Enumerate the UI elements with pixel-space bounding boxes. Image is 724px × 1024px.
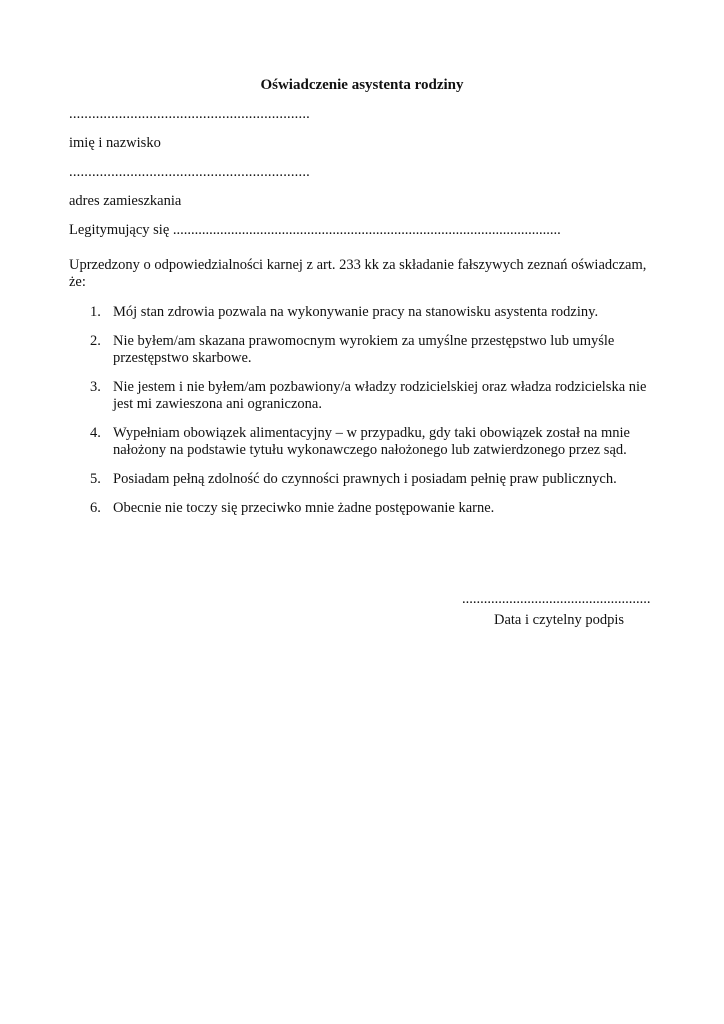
item-text: Obecnie nie toczy się przeciwko mnie żadne postępowanie karne. bbox=[113, 500, 495, 516]
address-fill-line: ............................................................... bbox=[69, 164, 310, 180]
item-text: Nie jestem i nie byłem/am pozbawiony/a władzy rodzicielskiej oraz władza rodzicielska nie jest mi zawieszona ani ograniczona. bbox=[113, 379, 647, 412]
declaration-item bbox=[69, 379, 659, 413]
item-number: 5. bbox=[90, 471, 101, 487]
declaration-item bbox=[69, 471, 659, 488]
declaration-item bbox=[69, 333, 659, 367]
declaration-intro: Uprzedzony o odpowiedzialności karnej z art. 233 kk za składanie fałszywych zeznań oświadczam, że: bbox=[69, 257, 647, 290]
item-text: Posiadam pełną zdolność do czynności prawnych i posiadam pełnię praw publicznych. bbox=[113, 471, 617, 487]
declaration-list bbox=[69, 304, 659, 529]
item-text: Nie byłem/am skazana prawomocnym wyrokiem za umyślne przestępstwo lub umyśle przestępstwo skarbowe. bbox=[113, 333, 615, 366]
item-number: 2. bbox=[90, 333, 101, 349]
signature-fill-line: .................................................... bbox=[462, 591, 651, 607]
item-text: Wypełniam obowiązek alimentacyjny – w przypadku, gdy taki obowiązek został na mnie nałożony na podstawie tytułu wykonawczego nałożonego lub zatwierdzonego przez sąd. bbox=[113, 425, 630, 458]
id-document-line: Legitymujący się ........................................................................................................... bbox=[69, 222, 561, 238]
item-number: 1. bbox=[90, 304, 101, 320]
document-title: Oświadczenie asystenta rodziny bbox=[260, 77, 464, 93]
item-number: 4. bbox=[90, 425, 101, 441]
item-number: 6. bbox=[90, 500, 101, 516]
signature-label: Data i czytelny podpis bbox=[494, 612, 625, 628]
declaration-item bbox=[69, 304, 659, 321]
name-fill-line: ............................................................... bbox=[69, 106, 310, 122]
declaration-item bbox=[69, 425, 659, 459]
item-number: 3. bbox=[90, 379, 101, 395]
name-label: imię i nazwisko bbox=[69, 135, 161, 151]
item-text: Mój stan zdrowia pozwala na wykonywanie pracy na stanowisku asystenta rodziny. bbox=[113, 304, 599, 320]
address-label: adres zamieszkania bbox=[69, 193, 182, 209]
declaration-item bbox=[69, 500, 659, 517]
